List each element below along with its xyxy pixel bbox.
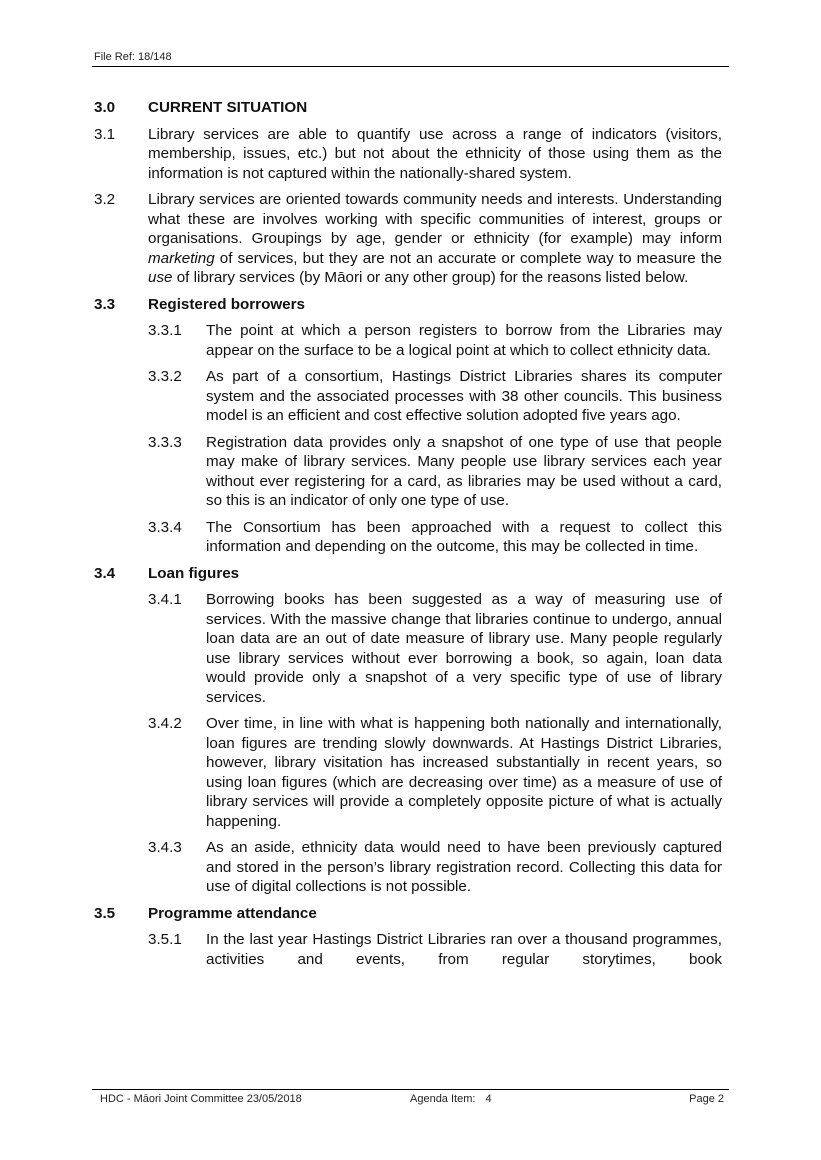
- subsection-title: Registered borrowers: [148, 295, 305, 313]
- footer-committee: HDC - Māori Joint Committee 23/05/2018: [100, 1093, 302, 1105]
- paragraph-text: [148, 190, 722, 288]
- section-heading: [94, 98, 722, 118]
- item-text: Borrowing books has been suggested as a way of measuring use of services. With the massive change that libraries continue to undergo, annual loan data are an out of date measure of library use. Many people regularly use library services without ever borrowing a book, so again, loan data would provide only a snapshot of a very specific type of use of library services.: [206, 591, 722, 706]
- item-number: 3.5.1: [148, 931, 182, 948]
- item-3-3-3: [148, 433, 722, 511]
- paragraph-number: 3.1: [94, 125, 116, 143]
- subsection-number: 3.3: [94, 295, 116, 313]
- item-3-3-2: [148, 367, 722, 426]
- subsection-title: Programme attendance: [148, 904, 317, 922]
- paragraph-text: Library services are able to quantify use across a range of indicators (visitors, membership, issues, etc.) but not about the ethnicity of those using them as the information is not captured within the nationally-shared system.: [148, 125, 722, 182]
- paragraph-number: 3.2: [94, 191, 116, 208]
- agenda-value: 4: [485, 1093, 492, 1105]
- item-3-3-4: [148, 518, 722, 557]
- emphasis-use: use: [148, 269, 173, 286]
- item-text: In the last year Hastings District Libraries ran over a thousand programmes, activities and events, from regular storytimes, book: [206, 931, 722, 968]
- section-number: 3.0: [94, 99, 116, 116]
- item-3-5-1: [148, 930, 722, 969]
- document-body: [94, 98, 722, 969]
- item-number: 3.3.4: [148, 518, 182, 536]
- agenda-label: Agenda Item:: [410, 1093, 476, 1105]
- item-text: As part of a consortium, Hastings District Libraries shares its computer system and the associated processes with 38 other councils. This business model is an efficient and cost effective solution adopted five years ago.: [206, 368, 722, 424]
- item-3-4-1: [148, 590, 722, 707]
- footer-page-number: Page 2: [689, 1093, 724, 1105]
- paragraph-3-1: [94, 125, 722, 184]
- item-text: Over time, in line with what is happening both nationally and internationally, loan figures are trending slowly downwards. At Hastings District Libraries, however, library visitation has increased substantially in recent years, so using loan figures (which are decreasing over time) as a measure of use of library services will provide a completely opposite picture of what is actually happening.: [206, 715, 722, 830]
- file-reference: File Ref: 18/148: [94, 51, 172, 63]
- item-3-3-1: [148, 321, 722, 360]
- subsection-number: 3.5: [94, 904, 116, 922]
- subsection-heading-3-5: [94, 904, 722, 924]
- item-text: Registration data provides only a snapshot of one type of use that people may make of library services. Many people use library services each year without ever registering for a card, as libraries may be used without a card, so this is an indicator of only one type of use.: [206, 433, 722, 509]
- header-divider: [92, 66, 729, 67]
- item-number: 3.4.1: [148, 591, 182, 608]
- footer-agenda-item: [410, 1093, 492, 1105]
- item-number: 3.3.1: [148, 322, 182, 339]
- text-part: of library services (by Māori or any other group) for the reasons listed below.: [172, 269, 689, 286]
- item-3-4-2: [148, 714, 722, 831]
- emphasis-marketing: marketing: [148, 249, 215, 267]
- item-number: 3.4.3: [148, 839, 182, 856]
- subsection-number: 3.4: [94, 564, 116, 582]
- subsection-heading-3-4: [94, 564, 722, 584]
- text-part: Library services are oriented towards community needs and interests. Understanding what these are involves working with specific communities of interest, groups or organisations. Groupings by age, gender or ethnicity (for example) may inform: [148, 191, 722, 247]
- section-title: CURRENT SITUATION: [148, 99, 308, 116]
- text-part: of services, but they are not an accurate or complete way to measure the: [214, 249, 722, 267]
- subsection-title: Loan figures: [148, 564, 240, 582]
- subsection-heading-3-3: [94, 295, 722, 315]
- item-text: As an aside, ethnicity data would need to have been previously captured and stored in the person’s library registration record. Collecting this data for use of digital collections is not possible.: [206, 839, 722, 895]
- item-3-4-3: [148, 838, 722, 897]
- paragraph-3-2: [94, 190, 722, 288]
- item-number: 3.3.2: [148, 368, 182, 385]
- item-number: 3.4.2: [148, 715, 182, 732]
- item-text: The point at which a person registers to borrow from the Libraries may appear on the surface to be a logical point at which to collect ethnicity data.: [206, 322, 722, 359]
- item-text: The Consortium has been approached with a request to collect this information and depending on the outcome, this may be collected in time.: [206, 518, 722, 555]
- item-number: 3.3.3: [148, 433, 182, 451]
- footer-divider: [92, 1089, 729, 1090]
